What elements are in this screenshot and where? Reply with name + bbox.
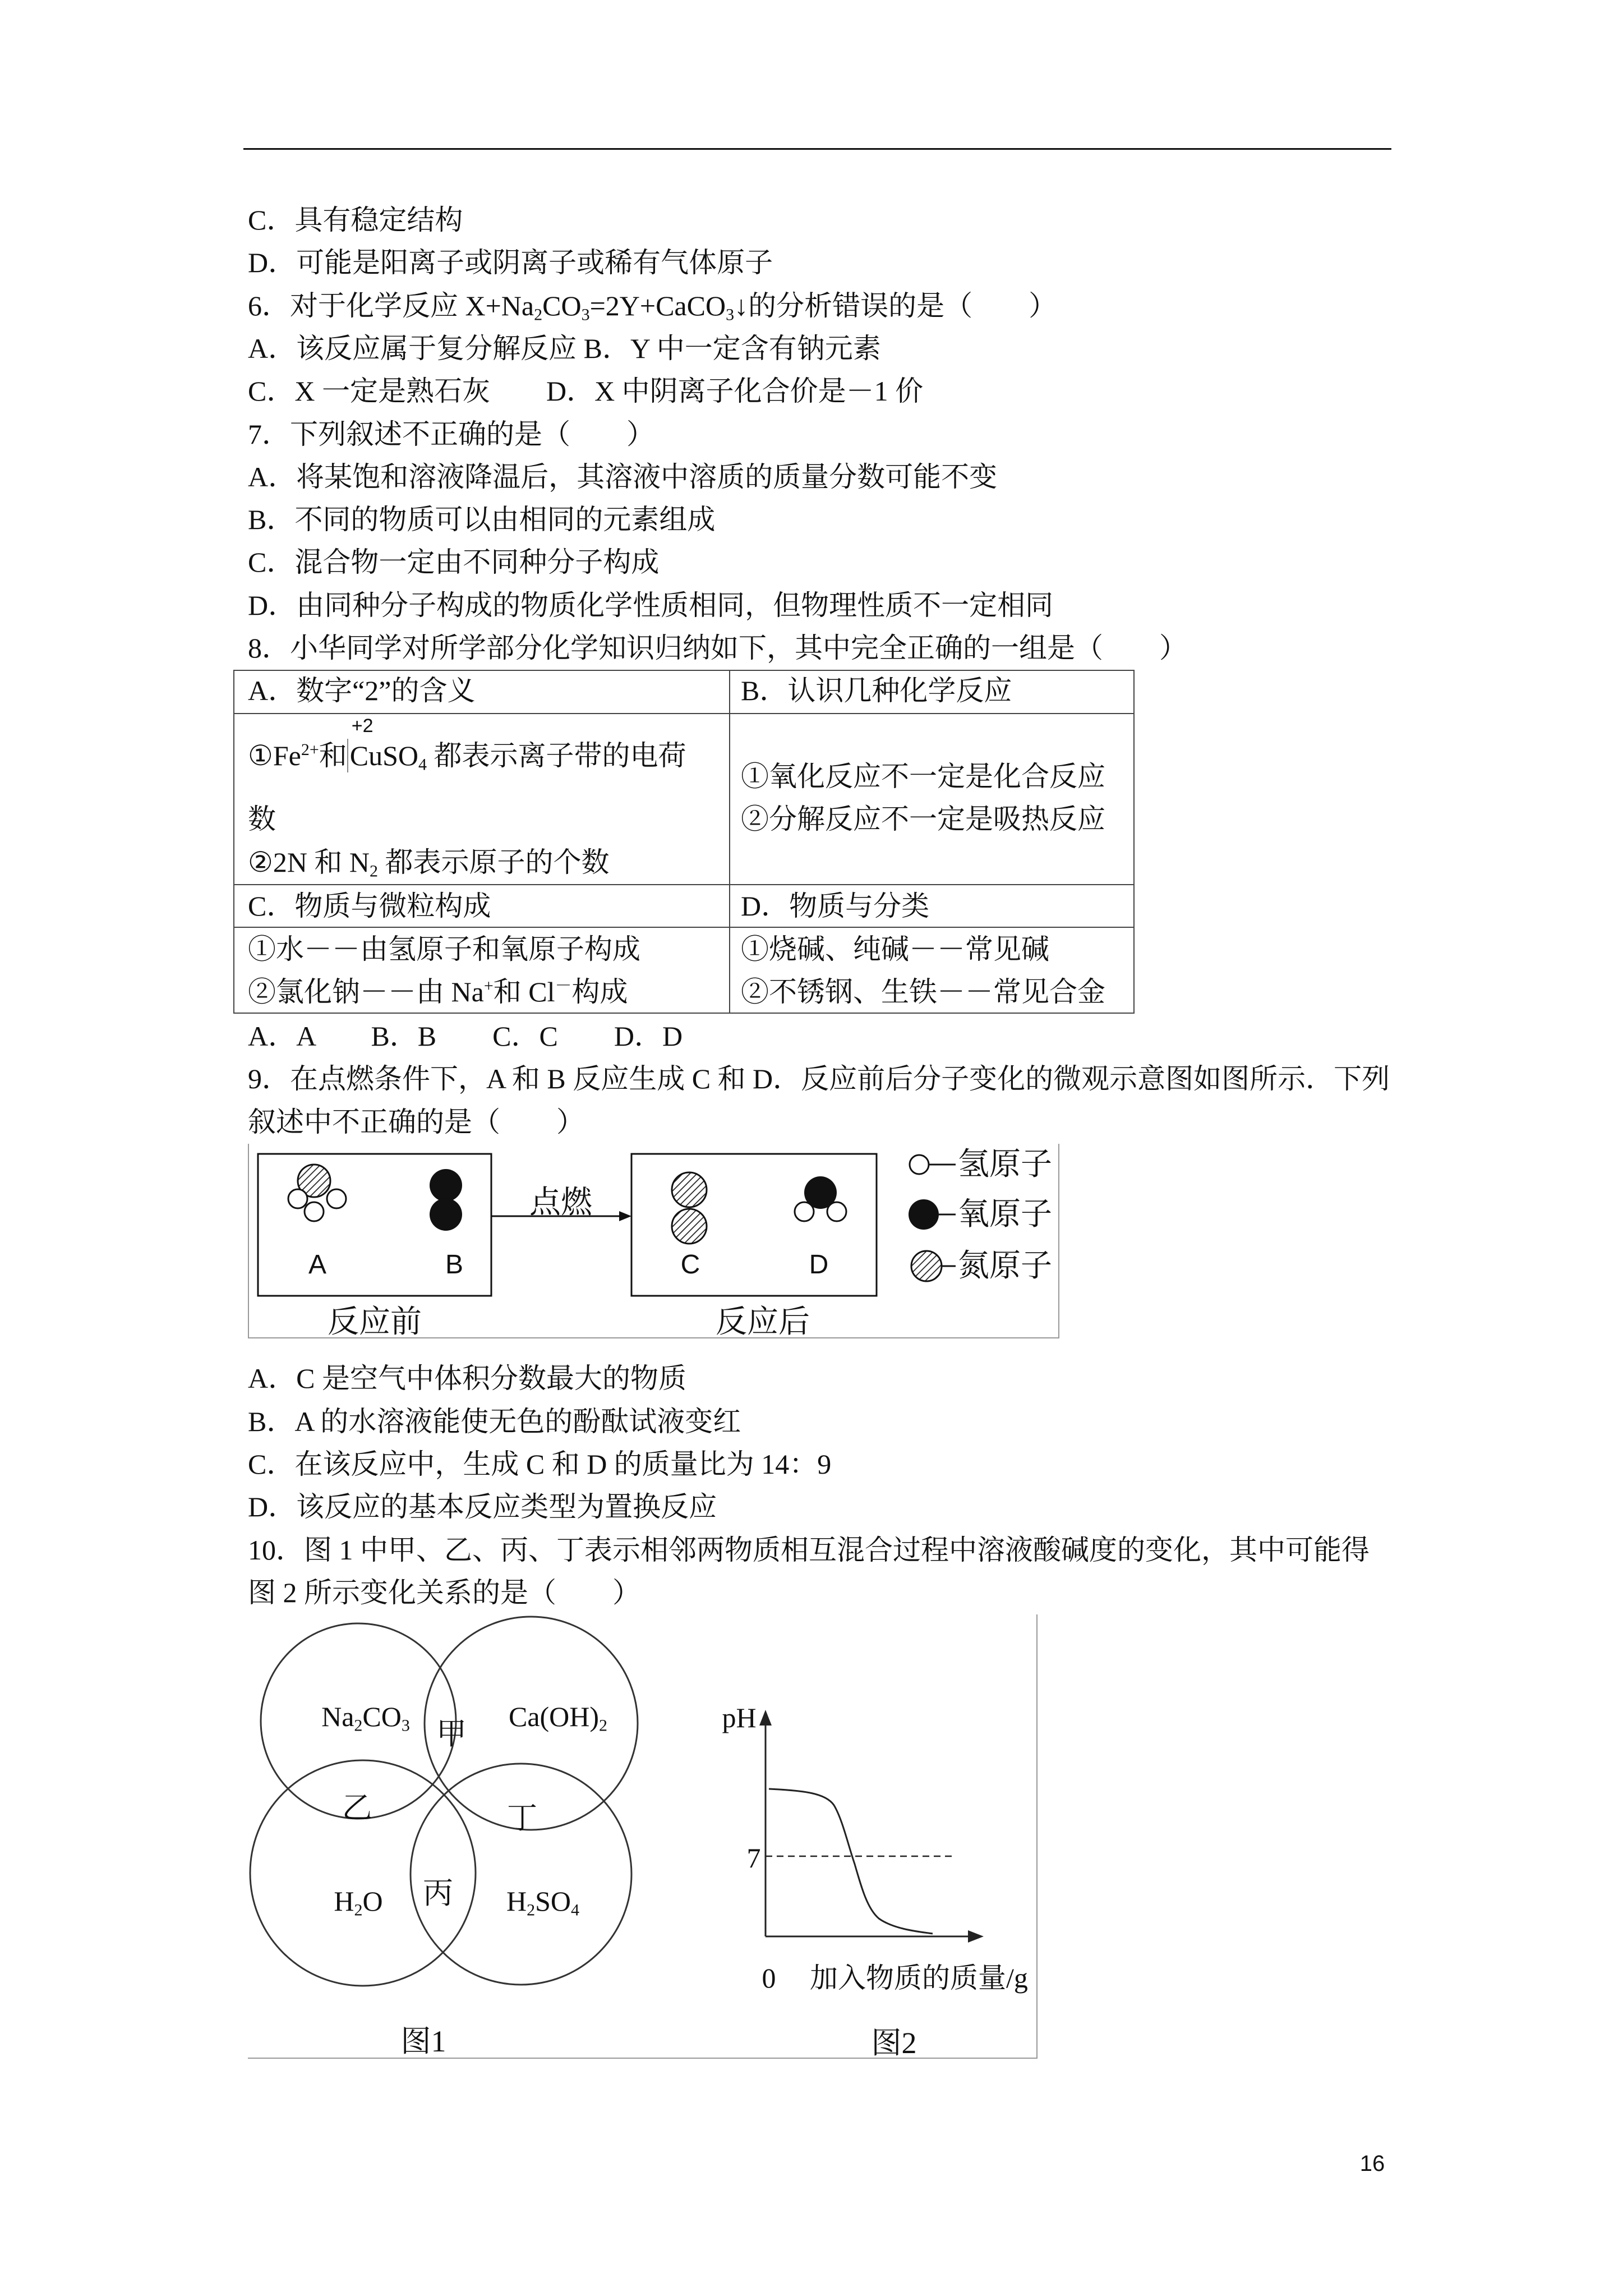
x-axis-label: 加入物质的质量/g xyxy=(810,1962,1028,1994)
cell-c-title: C．物质与微粒构成 xyxy=(248,890,491,922)
legend-nitrogen-symbol xyxy=(911,1251,942,1281)
superscript: － xyxy=(555,977,572,995)
x-axis-arrow xyxy=(968,1930,984,1943)
text-run: CO xyxy=(542,290,582,321)
legend-hydrogen-label: 氢原子 xyxy=(958,1147,1052,1182)
cell-d-line: ①烧碱、纯碱－－常见碱 xyxy=(741,933,1049,965)
q10-stem-line-1: 10．图 1 中甲、乙、丙、丁表示相邻两物质相互混合过程中溶液酸碱度的变化，其中可能得 xyxy=(248,1534,1370,1566)
page-number: 16 xyxy=(1359,2151,1385,2176)
text-run: 数 xyxy=(248,803,276,835)
header-rule xyxy=(243,148,1391,150)
superscript: + xyxy=(483,977,494,995)
table-column-divider xyxy=(729,671,730,1013)
q9-reaction-figure xyxy=(248,1144,1059,1338)
cell-d-line: ②不锈钢、生铁－－常见合金 xyxy=(741,976,1105,1007)
legend-nitrogen-label: 氮原子 xyxy=(958,1249,1052,1283)
cell-c-line xyxy=(248,975,628,1009)
q9-stem-line-2: 叙述中不正确的是（ ） xyxy=(248,1106,584,1138)
figure2-caption: 图2 xyxy=(871,2026,917,2060)
text-run: SO xyxy=(535,1885,571,1917)
origin-label: 0 xyxy=(762,1962,776,1994)
table-row-divider xyxy=(234,927,1133,928)
subscript: 3 xyxy=(726,305,735,324)
reaction-arrow-head xyxy=(619,1211,631,1221)
text-run: 和 xyxy=(319,740,347,771)
caoh2-label xyxy=(508,1701,608,1735)
text-run: =2Y+CaCO xyxy=(589,290,726,321)
subscript: 2 xyxy=(354,1716,363,1735)
text-run: 都表示原子的个数 xyxy=(378,846,610,878)
subscript: 2 xyxy=(599,1716,608,1735)
text-run: ②2N 和 N xyxy=(248,846,370,878)
region-jia-label: 甲 xyxy=(436,1717,467,1751)
subscript: 2 xyxy=(534,305,543,324)
q8-stem: 8．小华同学对所学部分化学知识归纳如下，其中完全正确的一组是（ ） xyxy=(248,632,1187,664)
text-run: CO xyxy=(362,1701,402,1732)
text-run: H xyxy=(334,1885,354,1917)
oxygen-atom xyxy=(430,1169,462,1202)
valence-annotated-symbol xyxy=(347,715,383,772)
q10-stem-line-2: 图 2 所示变化关系的是（ ） xyxy=(248,1577,640,1608)
cell-b-title: B．认识几种化学反应 xyxy=(741,675,1012,706)
subscript: 4 xyxy=(418,755,427,774)
cell-a-line xyxy=(248,715,686,774)
h2o-label xyxy=(334,1885,383,1920)
cell-d-title: D．物质与分类 xyxy=(741,890,930,922)
nitrogen-atom xyxy=(672,1172,707,1207)
q8-knowledge-table xyxy=(233,670,1135,1014)
subscript: 3 xyxy=(581,305,590,324)
q10-figures xyxy=(248,1614,1038,2059)
q7-option-d: D．由同种分子构成的物质化学性质相同，但物理性质不一定相同 xyxy=(248,590,1054,621)
q6-stem xyxy=(248,289,1057,323)
text-run: Ca(OH) xyxy=(508,1701,600,1732)
after-reaction-box xyxy=(631,1154,877,1296)
text-run: ①水－－由氢原子和氧原子构成 xyxy=(248,933,640,965)
region-bing-label: 丙 xyxy=(423,1876,453,1910)
cell-a-title: A．数字“2”的含义 xyxy=(248,675,476,706)
q7-option-b: B．不同的物质可以由相同的元素组成 xyxy=(248,504,716,535)
molecule-b-label: B xyxy=(445,1250,464,1280)
subscript: 2 xyxy=(354,1901,363,1920)
text-run: 构成 xyxy=(571,976,628,1007)
subscript: 2 xyxy=(527,1901,536,1920)
subscript: 3 xyxy=(401,1716,410,1735)
molecule-a-label: A xyxy=(308,1250,327,1280)
text-run: ①Fe xyxy=(248,740,301,771)
molecule-d-label: D xyxy=(809,1250,829,1280)
element-symbol: Cu xyxy=(349,740,383,771)
y-axis-label: pH xyxy=(722,1702,757,1733)
after-reaction-caption: 反应后 xyxy=(716,1305,810,1340)
cell-a-line xyxy=(248,802,276,836)
table-row-divider xyxy=(234,884,1133,885)
ph-7-tick-label: 7 xyxy=(746,1842,761,1874)
q8-options: A．A B．B C．C D．D xyxy=(248,1020,683,1052)
subscript: 2 xyxy=(370,862,379,881)
q7-stem: 7．下列叙述不正确的是（ ） xyxy=(248,418,654,450)
arrow-condition-label: 点燃 xyxy=(529,1185,592,1220)
text-run: 6．对于化学反应 X+Na xyxy=(248,290,534,321)
region-yi-label: 乙 xyxy=(342,1791,372,1825)
text-run: O xyxy=(362,1885,383,1917)
molecule-c-label: C xyxy=(680,1250,700,1280)
cell-b-line: ①氧化反应不一定是化合反应 xyxy=(741,761,1105,792)
hydrogen-atom xyxy=(327,1189,346,1208)
subscript: 4 xyxy=(571,1901,580,1920)
q9-option-c: C．在该反应中，生成 C 和 D 的质量比为 14：9 xyxy=(248,1448,832,1480)
ph-curve xyxy=(769,1789,933,1934)
q9-stem-line-1: 9．在点燃条件下，A 和 B 反应生成 C 和 D．反应前后分子变化的微观示意图如图所示．下列 xyxy=(248,1063,1390,1094)
legend-hydrogen-symbol xyxy=(910,1155,929,1174)
text-run: Na xyxy=(321,1701,354,1732)
nitrogen-atom xyxy=(672,1209,707,1244)
superscript: 2+ xyxy=(301,740,319,759)
q7-option-a: A．将某饱和溶液降温后，其溶液中溶质的质量分数可能不变 xyxy=(248,461,998,493)
text-run: H xyxy=(506,1885,527,1917)
text-run: ②氯化钠－－由 Na xyxy=(248,976,484,1007)
na2co3-label xyxy=(321,1701,410,1735)
q9-option-b: B．A 的水溶液能使无色的酚酞试液变红 xyxy=(248,1406,741,1437)
figure1-caption: 图1 xyxy=(400,2024,446,2058)
cell-b-line: ②分解反应不一定是吸热反应 xyxy=(741,803,1105,835)
q7-option-c: C．混合物一定由不同种分子构成 xyxy=(248,546,660,578)
q9-option-d: D．该反应的基本反应类型为置换反应 xyxy=(248,1491,717,1522)
oxygen-atom xyxy=(430,1198,462,1231)
q5-option-d: D．可能是阳离子或阴离子或稀有气体原子 xyxy=(248,247,773,278)
table-row-divider xyxy=(234,713,1133,714)
h2so4-label xyxy=(506,1885,580,1920)
hydrogen-atom xyxy=(288,1189,307,1208)
q6-options-ab: A．该反应属于复分解反应 B．Y 中一定含有钠元素 xyxy=(248,333,881,364)
legend-oxygen-symbol xyxy=(909,1199,939,1230)
valence-label: +2 xyxy=(351,715,374,737)
q5-option-c: C．具有稳定结构 xyxy=(248,204,463,236)
cell-a-line xyxy=(248,845,610,879)
text-run: SO xyxy=(382,740,419,771)
y-axis-arrow xyxy=(759,1710,772,1726)
q9-option-a: A．C 是空气中体积分数最大的物质 xyxy=(248,1363,686,1394)
text-run: ↓的分析错误的是（ ） xyxy=(734,290,1057,321)
region-ding-label: 丁 xyxy=(507,1801,537,1835)
cell-c-line xyxy=(248,932,640,966)
legend-oxygen-label: 氧原子 xyxy=(958,1197,1052,1232)
before-reaction-caption: 反应前 xyxy=(328,1305,422,1340)
text-run: 和 Cl xyxy=(493,976,555,1007)
hydrogen-atom xyxy=(305,1202,324,1221)
hydrogen-atom xyxy=(827,1202,846,1221)
text-run: 都表示离子带的电荷 xyxy=(427,740,686,771)
q6-options-cd: C．X 一定是熟石灰 D．X 中阴离子化合价是－1 价 xyxy=(248,375,924,407)
hydrogen-atom xyxy=(795,1202,814,1221)
